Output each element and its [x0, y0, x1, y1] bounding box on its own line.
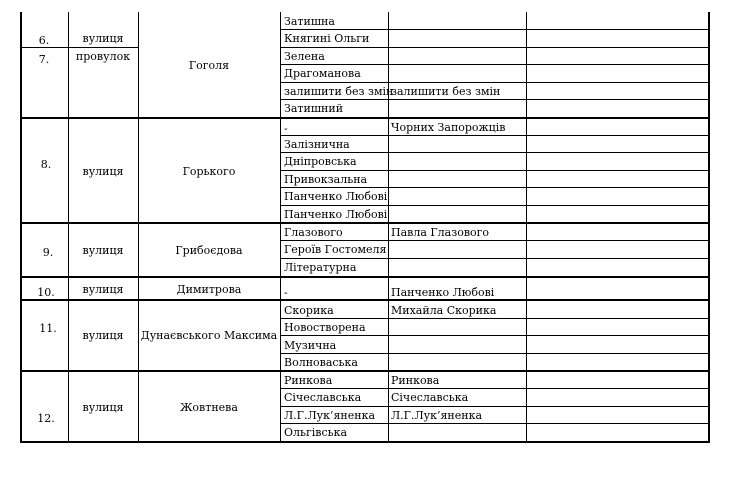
row-number: 6.: [38, 34, 50, 47]
column-divider: [68, 12, 69, 443]
street-old: Волноваська: [284, 356, 358, 369]
street-old: Ринкова: [284, 374, 333, 387]
sub-row-border: [280, 318, 710, 319]
row-number: 10.: [37, 286, 55, 299]
sub-row-border: [280, 388, 710, 389]
street-old: Панченко Любові: [284, 208, 388, 221]
sub-row-border: [280, 47, 710, 48]
row-name: Димитрова: [176, 283, 242, 296]
street-new: Л.Г.Лук’яненка: [391, 409, 483, 422]
group-border: [20, 370, 710, 372]
row-number: 9.: [42, 246, 54, 259]
row-type: вулиця: [82, 244, 124, 257]
table-border-right: [708, 12, 710, 443]
row-number: 7.: [38, 53, 50, 66]
row-number: 8.: [40, 158, 52, 171]
row-type: вулиця: [82, 329, 124, 342]
row-type: вулиця: [82, 165, 124, 178]
street-new: Січеславська: [391, 391, 469, 404]
sub-row-border: [280, 187, 710, 188]
street-old: Літературна: [284, 261, 357, 274]
street-old: Глазового: [284, 226, 343, 239]
row-border: [20, 47, 138, 48]
column-divider: [280, 12, 281, 443]
street-old: Новостворена: [284, 321, 366, 334]
row-type: вулиця: [82, 32, 124, 45]
sub-row-border: [280, 353, 710, 354]
sub-row-border: [280, 205, 710, 206]
street-new: залишити без змін: [391, 85, 501, 98]
street-new: Михайла Скорика: [391, 304, 497, 317]
sub-row-border: [280, 64, 710, 65]
street-old: Привокзальна: [284, 173, 368, 186]
row-name: Грибоєдова: [175, 244, 243, 257]
street-old: Драгоманова: [284, 67, 361, 80]
row-type: провулок: [75, 50, 131, 63]
street-old: залишити без змін: [284, 85, 394, 98]
row-name: Жовтнева: [180, 401, 238, 414]
sub-row-border: [280, 423, 710, 424]
street-old: Дніпровська: [284, 155, 357, 168]
street-new: Чорних Запорожців: [391, 121, 506, 134]
group-border: [20, 299, 710, 301]
street-old: -: [284, 122, 288, 135]
sub-row-border: [280, 406, 710, 407]
street-old: Затишна: [284, 15, 335, 28]
street-old: Музична: [284, 339, 337, 352]
sub-row-border: [280, 152, 710, 153]
street-old: Затишний: [284, 102, 344, 115]
street-old: Героїв Гостомеля: [284, 243, 387, 256]
table-border-left: [20, 12, 22, 443]
table-border-bottom: [20, 441, 710, 443]
street-old: Січеславська: [284, 391, 362, 404]
sub-row-border: [280, 170, 710, 171]
street-new: Панченко Любові: [391, 286, 495, 299]
row-number: 11.: [39, 322, 57, 335]
street-new: Павла Глазового: [391, 226, 490, 239]
street-old: -: [284, 286, 288, 299]
sub-row-border: [280, 335, 710, 336]
street-new: Ринкова: [391, 374, 440, 387]
column-divider: [138, 12, 139, 443]
street-old: Ольгівська: [284, 426, 348, 439]
row-name: Горького: [182, 165, 236, 178]
street-old: Княгині Ольги: [284, 32, 370, 45]
group-border: [20, 117, 710, 119]
sub-row-border: [280, 29, 710, 30]
sub-row-border: [280, 258, 710, 259]
row-name: Гоголя: [188, 59, 230, 72]
sub-row-border: [280, 99, 710, 100]
street-old: Зелена: [284, 50, 325, 63]
sub-row-border: [280, 82, 710, 83]
column-divider: [388, 12, 389, 443]
row-name: Дунаєвського Максима: [140, 329, 278, 342]
sub-row-border: [280, 240, 710, 241]
street-old: Залізнична: [284, 138, 350, 151]
sub-row-border: [280, 135, 710, 136]
row-number: 12.: [37, 412, 55, 425]
group-border: [20, 222, 710, 224]
row-type: вулиця: [82, 401, 124, 414]
group-border: [20, 276, 710, 278]
street-old: Панченко Любові: [284, 190, 388, 203]
street-old: Л.Г.Лук’яненка: [284, 409, 376, 422]
column-divider: [526, 12, 527, 443]
street-old: Скорика: [284, 304, 334, 317]
row-type: вулиця: [82, 283, 124, 296]
